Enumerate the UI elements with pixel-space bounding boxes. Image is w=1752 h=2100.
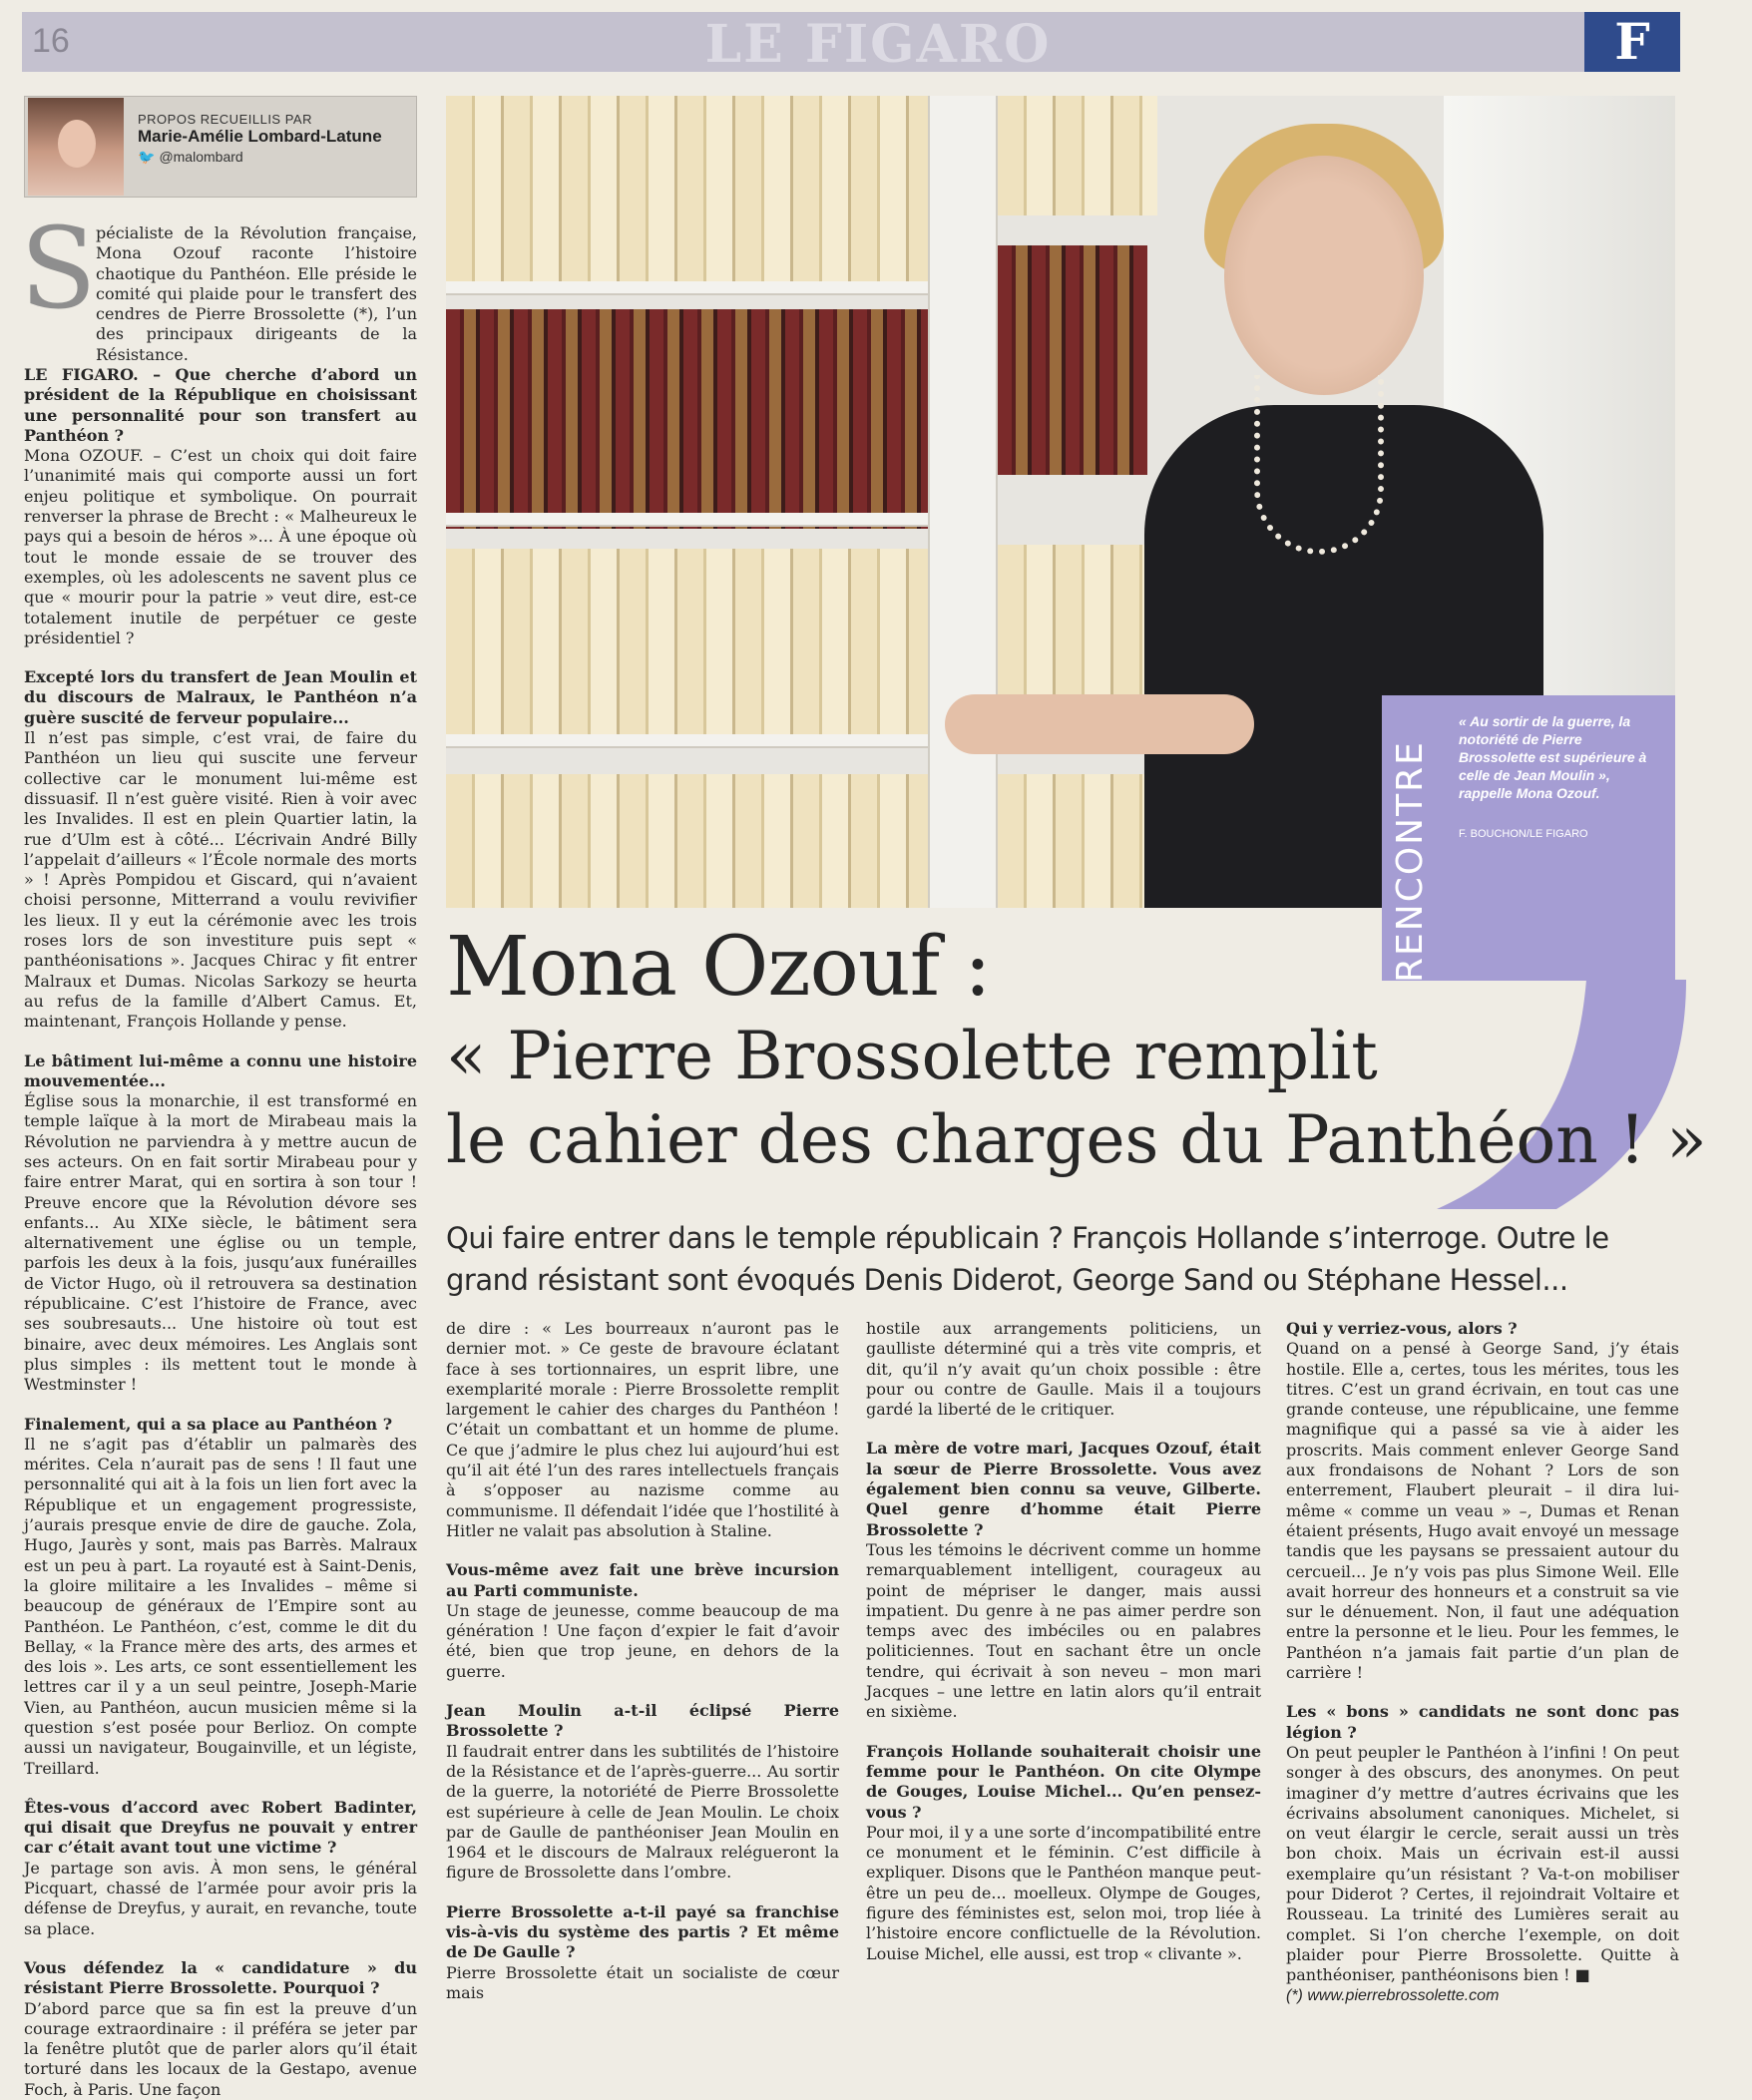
column-4 [1286, 1319, 1679, 2006]
column-2 [446, 1319, 839, 2003]
headline-line-1: Mona Ozouf : [446, 920, 991, 1015]
question: Vous défendez la « candidature » du résistant Pierre Brossolette. Pourquoi ? [24, 1957, 417, 1998]
answer: Un stage de jeunesse, comme beaucoup de ma génération ! Une façon d’expier le fait d’avoir été, bien que trop jeune, en dehors de la guerre. [446, 1600, 839, 1681]
answer: Je partage son avis. À mon sens, le général Picquart, chassé de l’armée pour avoir pris la défense de Dreyfus, y aurait, en revanche, toute sa place. [24, 1858, 417, 1938]
answer: de dire : « Les bourreaux n’auront pas le dernier mot. » Ce geste de bravoure éclatant face à ses tortionnaires, un esprit libre, une exemplarité morale : Pierre Brossolette remplit largement le cahier des charges du Panthéon ! C’était un combattant et un homme de plume. Ce que j’admire le plus chez lui aujourd’hui est qu’il ait été l’un des rares intellectuels français à s’opposer au nazisme comme au communisme. Il défendait l’idée que l’hostilité à Hitler ne valait pas absolution à Staline. [446, 1319, 839, 1540]
answer: Pour moi, il y a une sorte d’incompatibilité entre ce monument et le féminin. C’est difficile à expliquer. Disons que le Panthéon manque peut-être un peu de... moelleux. Olympe de Gouges, figure des féministes est, selon moi, trop liée à l’histoire encore conflictuelle de la Révolution. Louise Michel, elle aussi, est trop « clivante ». [866, 1822, 1261, 1963]
column-3 [866, 1319, 1261, 1964]
footnote-link[interactable]: (*) www.pierrebrossolette.com [1286, 1986, 1500, 2004]
photo-credit: F. BOUCHON/LE FIGARO [1459, 828, 1588, 840]
answer: Il faudrait entrer dans les subtilités de l’histoire de la Résistance et de l’après-guerre... Au sortir de la guerre, la notoriété de Pierre Brossolette est supérieure à celle de Jean Moulin. Le choix par de Gaulle de panthéoniser Jean Moulin en 1964 et le discours de Malraux relégueront la figure de Brossolette dans l’ombre. [446, 1741, 839, 1883]
question: LE FIGARO. – Que cherche d’abord un président de la République en choisissant une personnalité pour son transfert au Panthéon ? [24, 365, 417, 445]
headline-line-2: « Pierre Brossolette remplit [446, 1018, 1378, 1094]
question: Les « bons » candidats ne sont donc pas légion ? [1286, 1702, 1679, 1742]
question: La mère de votre mari, Jacques Ozouf, était la sœur de Pierre Brossolette. Vous avez également bien connu sa veuve, Gilberte. Quel genre d’homme était Pierre Brossolette ? [866, 1439, 1261, 1539]
answer: Il ne s’agit pas d’établir un palmarès des mérites. Cela n’aurait pas de sens ! Il faut une personnalité qui ait à la fois un lien fort avec la République et un engagement progressiste, j’aurais presque envie de dire de gauche. Zola, Hugo, Jaurès y sont, mais pas Barrès. Malraux est un peu à part. La royauté est à Saint-Denis, la gloire militaire a les Invalides – même si beaucoup de généraux de l’Empire sont au Panthéon. Le Panthéon, c’est, comme le dit du Bellay, « la France mère des arts, des armes et des lois ». Les arts, ce sont essentiellement les lettres car il y a un seul peintre, Joseph-Marie Vien, au Panthéon, aucun musicien même si la question s’est posée pour Berlioz. On compte aussi un navigateur, Bougainville, et un légiste, Treillard. [24, 1434, 417, 1778]
headline-line-3: le cahier des charges du Panthéon ! » [446, 1101, 1707, 1178]
question: Vous-même avez fait une brève incursion au Parti communiste. [446, 1560, 839, 1600]
twitter-handle[interactable]: @malombard [159, 149, 243, 165]
answer: Quand on a pensé à George Sand, j’y étais hostile. Elle a, certes, tous les mérites, tous les titres. C’est un grand écrivain, en tout cas une grande conteuse, une républicaine, une femme magnifique qui a passé sa vie à aider les proscrits. Mais comment enlever George Sand aux frondaisons de Nohant ? Lors de son enterrement, Flaubert pleurait – il dira lui-même « comme un veau » –, Dumas et Renan étaient présents, Hugo avait envoyé un message tandis que les paysans se pressaient autour du cercueil... Je n’y vois pas plus Simone Weil. Elle avait horreur des honneurs et a construit sa vie sur le dénuement. Non, il faut une adéquation entre la personne et le lieu. Pour les femmes, le Panthéon n’a jamais fait partie d’un plan de carrière ! [1286, 1339, 1680, 1683]
photo-caption: « Au sortir de la guerre, la notoriété de Pierre Brossolette est supérieure à celle de Jean Moulin », rappelle Mona Ozouf. [1459, 713, 1647, 801]
masthead[interactable]: LE FIGARO [704, 14, 1052, 75]
question: Pierre Brossolette a-t-il payé sa franchise vis-à-vis du système des partis ? Et même de De Gaulle ? [446, 1901, 839, 1962]
question: Êtes-vous d’accord avec Robert Badinter, qui disait que Dreyfus ne pouvait y entrer car c’était avant tout une victime ? [24, 1797, 417, 1858]
question: Jean Moulin a-t-il éclipsé Pierre Brossolette ? [446, 1701, 839, 1741]
section-label: RENCONTRE [1390, 740, 1431, 983]
answer: D’abord parce que sa fin est la preuve d’un courage extraordinaire : il préféra se jeter par la fenêtre plutôt que de parler alors qu’il était torturé dans les locaux de la Gestapo, avenue Foch, à Paris. Une façon [24, 1998, 417, 2099]
avatar [28, 98, 124, 196]
answer: On peut peupler le Panthéon à l’infini ! On peut songer à des obscurs, des anonymes. On peut imaginer d’y mettre d’autres écrivains que les écrivains absolument canoniques. Michelet, si on veut élargir le cercle, serait aussi un très bon choix. Mais un écrivain est-il aussi exemplaire qu’un résistant ? Va-t-on mobiliser pour Diderot ? Certes, il rejoindrait Voltaire et Rousseau. La trinité des Lumières serait au complet. Si l’on cherche l’exemple, on doit plaider pour Pierre Brossolette. Quitte à panthéoniser, panthéonisons bien ! ■ [1286, 1742, 1679, 1985]
answer: Il n’est pas simple, c’est vrai, de faire du Panthéon un lieu qui suscite une ferveur collective car le monument lui-même est dissuasif. Il n’est guère visité. Rien à voir avec les Invalides. Il est en plein Quartier latin, la rue d’Ulm est à côté... L’écrivain André Billy l’appelait d’ailleurs « l’École normale des morts » ! Après Pompidou et Giscard, qui n’avaient choisi personne, Mitterrand a voulu revivifier les lieux. Il y eut la cérémonie avec les trois roses lors de son investiture puis sept « panthéonisations ». Jacques Chirac y fit entrer Malraux et Dumas. Nicolas Sarkozy se heurta au refus de la famille d’Albert Camus. Et, maintenant, François Hollande y pense. [24, 728, 417, 1032]
byline-twitter[interactable] [138, 149, 243, 166]
intro-text: pécialiste de la Révolution française, Mona Ozouf raconte l’histoire chaotique du Panthéon. Elle préside le comité qui plaide pour le transfert des cendres de Pierre Brossolette (*), l’un des principaux dirigeants de la Résistance. [96, 223, 417, 364]
page-number: 16 [32, 22, 70, 60]
question: Excepté lors du transfert de Jean Moulin et du discours de Malraux, le Panthéon n’a guère suscité de ferveur populaire... [24, 667, 417, 727]
answer: Tous les témoins le décrivent comme un homme remarquablement intelligent, courageux au point de mépriser le danger, mais aussi impatient. Du genre à ne pas aimer perdre son temps avec des imbéciles ou en palabres politiciennes. Tout en sachant être un oncle tendre, qui écrivait à son neveu – mon mari Jacques – une lettre en latin alors qu’il entrait en sixième. [866, 1539, 1261, 1722]
byline-label: PROPOS RECUEILLIS PAR [138, 112, 312, 127]
twitter-bird-icon: 🐦 [138, 149, 156, 165]
question: François Hollande souhaiterait choisir une femme pour le Panthéon. On cite Olympe de Gouges, Louise Michel... Qu’en pensez-vous ? [866, 1741, 1261, 1822]
standfirst: Qui faire entrer dans le temple républicain ? François Hollande s’interroge. Outre le grand résistant sont évoqués Denis Diderot, George Sand ou Stéphane Hessel... [446, 1221, 1609, 1297]
answer: Pierre Brossolette était un socialiste de cœur mais [446, 1962, 839, 2002]
question: Finalement, qui a sa place au Panthéon ? [24, 1414, 393, 1434]
answer: Mona OZOUF. – C’est un choix qui doit faire l’unanimité mais qui comporte aussi un fort enjeu politique et symbolique. On pourrait renverser la phrase de Brecht : « Malheureux le pays qui a besoin de héros »... À une époque où tout le monde essaie de se trouver des exemples, où les adolescents ne savent plus ce que « mourir pour la patrie » veut dire, est-ce totalement inutile de perpétuer ce geste présidentiel ? [24, 446, 417, 647]
intro-paragraph [24, 223, 417, 365]
dropcap: S [20, 205, 97, 334]
answer: Église sous la monarchie, il est transformé en temple laïque à la mort de Mirabeau mais la Révolution ne parviendra à y mettre aucun de ses acteurs. On en fait sortir Mirabeau pour y faire entrer Marat, qui en sortira à son tour ! Preuve encore que la Révolution dévore ses enfants... Au XIXe siècle, le bâtiment sera alternativement une église ou un temple, parfois les deux à la fois, jusqu’aux funérailles de Victor Hugo, où il retrouvera sa destination républicaine. C’est l’histoire de France, avec ses soubresauts... Une histoire où tout est binaire, avec deux mémoires. Les Anglais sont plus simples : ils mettent tout le monde à Westminster ! [24, 1091, 417, 1395]
byline-author: Marie-Amélie Lombard-Latune [138, 127, 382, 146]
question: Qui y verriez-vous, alors ? [1286, 1319, 1518, 1338]
question: Le bâtiment lui-même a connu une histoire mouvementée... [24, 1050, 417, 1090]
column-1 [24, 365, 417, 2100]
figaro-logo-icon[interactable]: F [1584, 12, 1680, 72]
answer: hostile aux arrangements politiciens, un gaulliste déterminé qui a très vite compris, et dit, qu’il n’y avait qu’un choix possible : être pour ou contre de Gaulle. Mais il a toujours gardé la liberté de le critiquer. [866, 1319, 1261, 1420]
